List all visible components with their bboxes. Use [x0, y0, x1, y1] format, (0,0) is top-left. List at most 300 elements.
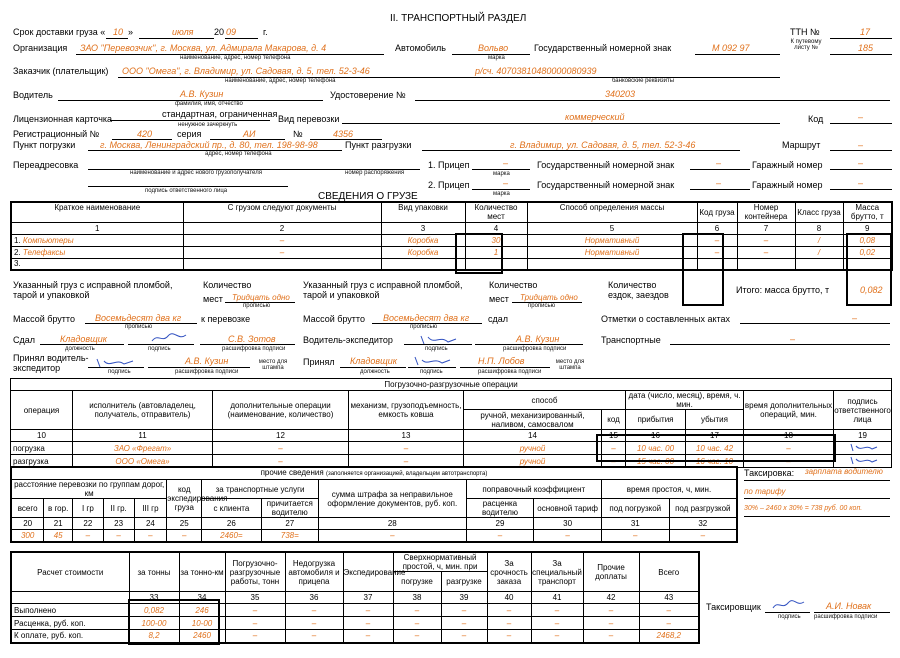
cargo-header-row	[11, 202, 892, 222]
cargo-h-container: Номер контейнера	[737, 202, 795, 222]
cargo-code: –	[697, 246, 737, 258]
code-value: –	[858, 112, 864, 122]
col-num: 27	[261, 518, 318, 530]
load-label: Пункт погрузки	[13, 140, 76, 150]
col-num: 3	[381, 222, 465, 234]
col-num: 41	[531, 592, 583, 604]
gos1-label: Государственный номерной знак	[537, 160, 675, 170]
table-row	[11, 234, 892, 246]
signature-op2-icon	[848, 455, 878, 465]
cargo-docs: –	[183, 246, 381, 258]
cargo-class: /	[795, 234, 843, 246]
mest-right: мест	[489, 294, 509, 304]
cargo-title: СВЕДЕНИЯ О ГРУЗЕ	[318, 191, 418, 202]
ops-h-code: код	[602, 410, 626, 430]
table-row	[11, 258, 892, 270]
table-row	[11, 246, 892, 258]
op-name: разгрузка	[11, 455, 73, 468]
fexp-name: А.В. Кузин	[516, 334, 560, 344]
reg-label: Регистрационный №	[13, 129, 100, 139]
calc-val: –	[583, 617, 639, 630]
unload-label: Пункт разгрузки	[345, 140, 412, 150]
calc-row-label: Выполнено	[11, 604, 129, 617]
org-hint: наименование, адрес, номер телефона	[180, 55, 291, 61]
delivery-quote: »	[128, 27, 134, 37]
other-val: –	[103, 530, 134, 542]
cargo-mass: 0,02	[843, 246, 892, 258]
cargo-docs: –	[183, 234, 381, 246]
calc-h-tkm: за тонно-км	[179, 552, 225, 592]
col-num: 1	[11, 222, 183, 234]
readdress-label: Переадресовка	[13, 160, 79, 170]
calc-val: –	[531, 630, 583, 643]
mass-right-label: Массой брутто	[303, 314, 365, 324]
cargo-table	[10, 201, 893, 271]
calc-val: –	[225, 617, 285, 630]
calc-h-underload: Недогрузка автомобиля и прицепа	[285, 552, 343, 592]
qty-highlight	[455, 233, 503, 274]
oh-rate: расценка водителю	[466, 499, 534, 518]
col-num: 20	[11, 518, 44, 530]
pos-hint: должность	[360, 369, 390, 375]
col-num: 9	[843, 222, 892, 234]
org-value: ЗАО "Перевозчик", г. Москва, ул. Адмирала Макарова, д. 4	[80, 43, 327, 53]
calc-h-idle-load: погрузке	[393, 572, 441, 592]
mest-left: мест	[203, 294, 223, 304]
col-num: 31	[601, 518, 669, 530]
acts-value: –	[852, 313, 858, 323]
trailer1-hint: марка	[493, 171, 510, 177]
garage1-value: –	[858, 158, 864, 168]
load-hint: адрес, номер телефона	[205, 151, 272, 157]
oh-tariff: основной тариф	[534, 499, 602, 518]
transport-value: –	[790, 334, 796, 344]
driver-hint: фамилия, имя, отчество	[175, 101, 243, 107]
oh-g3: III гр	[134, 499, 167, 518]
col-num: 17	[686, 430, 744, 442]
dec-hint: расшифровка подписи	[222, 346, 286, 352]
col-num: 30	[534, 518, 602, 530]
transport-type-value: коммерческий	[565, 112, 625, 122]
series-value: АИ	[243, 129, 256, 139]
op-code: –	[602, 442, 626, 455]
op-add: –	[213, 442, 349, 455]
pos-hint: должность	[65, 346, 95, 352]
calc-val: –	[487, 604, 531, 617]
row-num: 2.	[14, 247, 21, 257]
series-label: серия	[177, 129, 202, 139]
other-title-note: (заполняется организацией, владельцем автотранспорта)	[325, 471, 488, 477]
calc-val: –	[343, 617, 393, 630]
cargo-container: –	[737, 246, 795, 258]
calc-val: 246	[179, 604, 225, 617]
op-name: погрузка	[11, 442, 73, 455]
customer-value: ООО "Омега", г. Владимир, ул. Садовая, д. 5, тел. 52-3-46	[122, 66, 370, 76]
calc-val: –	[531, 617, 583, 630]
calc-val: –	[583, 630, 639, 643]
calc-row-label: Расценка, руб. коп.	[11, 617, 129, 630]
calc-val: 10-00	[179, 617, 225, 630]
col-num: 29	[466, 518, 534, 530]
calc-h-urgent: За срочность заказа	[487, 552, 531, 592]
taxator-name: А.И. Новак	[826, 601, 872, 611]
oh-idle: время простоя, ч, мин.	[601, 480, 737, 499]
other-table	[10, 466, 738, 543]
oh-client: с клиента	[202, 499, 261, 518]
col-num: 6	[697, 222, 737, 234]
cert-value: 340203	[605, 89, 636, 99]
gos2-value: –	[716, 178, 722, 188]
order-hint: номер распоряжения	[345, 170, 405, 176]
mass-right-hint: прописью	[410, 324, 438, 330]
number-label: №	[293, 129, 303, 139]
op-mech: –	[349, 442, 464, 455]
trips-label: Количество ездок, заездов	[608, 280, 669, 300]
trailer1-label: 1. Прицеп	[428, 160, 470, 170]
calc-h-exp: Экспедирование	[343, 552, 393, 592]
ops-h-extra: время дополнительных операций, мин.	[744, 391, 834, 430]
mass-highlight	[846, 233, 892, 306]
sig-hint: подпись	[425, 346, 448, 352]
driver-value: А.В. Кузин	[180, 89, 224, 99]
oh-coef: поправочный коэффициент	[466, 480, 601, 499]
total-value: 0,082	[860, 285, 883, 295]
tax-line2: по тарифу	[744, 487, 786, 496]
calc-val: –	[487, 630, 531, 643]
calc-val: –	[531, 604, 583, 617]
recv-name: Н.П. Лобов	[478, 356, 525, 366]
col-num: 43	[639, 592, 699, 604]
delivery-year: 09	[226, 27, 237, 37]
calc-val: –	[487, 617, 531, 630]
putevoy-number: 185	[858, 43, 874, 53]
ops-h-op: операция	[11, 391, 73, 430]
cargo-h-mass: Масса брутто, т	[843, 202, 892, 222]
dec-hint: расшифровка подписи	[503, 346, 567, 352]
col-num: 24	[134, 518, 167, 530]
unload-value: г. Владимир, ул. Садовая, д. 5, тел. 52-3-46	[510, 140, 696, 150]
cargo-code: –	[697, 234, 737, 246]
col-num: 11	[73, 430, 213, 442]
ops-h-way: способ	[464, 391, 626, 410]
calc-val: –	[225, 604, 285, 617]
license-hint: ненужное зачеркнуть	[178, 122, 238, 128]
calc-val: –	[285, 617, 343, 630]
cargo-pack: Коробка	[381, 234, 465, 246]
col-num: 36	[285, 592, 343, 604]
op-exec: ЗАО «Фрегат»	[73, 442, 213, 455]
ops-h-manual: ручной, механизированный, наливом, самосвалом	[464, 410, 602, 430]
oh-services: за транспортные услуги	[202, 480, 319, 499]
putevoy-label: К путевому листу №	[790, 39, 822, 51]
recv-position: Кладовщик	[350, 356, 397, 366]
col-num: 26	[202, 518, 261, 530]
sig-hint: подпись	[108, 369, 131, 375]
op-code: –	[602, 455, 626, 468]
other-val: –	[466, 530, 534, 542]
year-suffix: г.	[263, 27, 268, 37]
auto-value: Вольво	[478, 43, 509, 53]
total-label: Итого: масса брутто, т	[736, 285, 830, 295]
qty-left-label: Количество	[203, 280, 252, 290]
load-value: г. Москва, Ленинградский пр., д. 80, тел. 198-98-98	[100, 140, 318, 150]
cargo-qty: 30	[465, 234, 527, 246]
other-val: –	[134, 530, 167, 542]
license-label: Лицензионная карточка	[13, 114, 113, 124]
org-label: Организация	[13, 43, 68, 53]
calc-val: –	[393, 604, 441, 617]
seal-left: Указанный груз с исправной пломбой, тарой и упаковкой	[13, 280, 173, 300]
col-num: 32	[669, 518, 737, 530]
bank-hint: банковские реквизиты	[612, 78, 675, 84]
row-num: 3.	[11, 258, 183, 270]
table-row	[11, 617, 699, 630]
oh-load: под погрузкой	[601, 499, 669, 518]
op-depart: 16 час. 10	[686, 455, 744, 468]
calc-val: –	[285, 630, 343, 643]
col-num: 7	[737, 222, 795, 234]
calc-val: –	[393, 630, 441, 643]
gos1-value: –	[716, 158, 722, 168]
other-val: –	[534, 530, 602, 542]
cargo-pack: Коробка	[381, 246, 465, 258]
delivery-day: 10	[113, 27, 124, 37]
stamp-hint: место для штампа	[258, 359, 288, 371]
col-num: 8	[795, 222, 843, 234]
calc-h-tons: за тонны	[129, 552, 179, 592]
oh-driver: причитается водителю	[261, 499, 318, 518]
mass-right-value: Восемьдесят два кг	[383, 313, 470, 323]
col-num: 19	[834, 430, 892, 442]
fexp-label: Водитель-экспедитор	[303, 335, 393, 345]
op-arrive: 15 час. 00	[626, 455, 686, 468]
qty-right-label: Количество	[489, 280, 538, 290]
gos2-label: Государственный номерной знак	[537, 180, 675, 190]
auto-hint: марка	[488, 55, 505, 61]
col-num: 15	[602, 430, 626, 442]
took-name: А.В. Кузин	[185, 356, 229, 366]
calc-h-total: Всего	[639, 552, 699, 592]
gave-name: С.В. Зотов	[228, 334, 276, 344]
op-way: ручной	[464, 455, 602, 468]
signature-gave-icon	[150, 331, 190, 345]
col-num: 5	[527, 222, 697, 234]
cargo-h-class: Класс груза	[795, 202, 843, 222]
calc-h-label: Расчет стоимости	[11, 552, 129, 592]
col-num: 42	[583, 592, 639, 604]
cargo-mass: 0,08	[843, 234, 892, 246]
col-num: 21	[44, 518, 73, 530]
taxator-label: Таксировщик	[706, 602, 761, 612]
oh-distance: расстояние перевозки по группам дорог, км	[11, 480, 167, 499]
number-value: 4356	[333, 129, 354, 139]
table-row	[11, 630, 699, 643]
route-value: –	[858, 140, 864, 150]
signature-recv-icon	[412, 354, 452, 368]
calc-row-label: К оплате, руб. коп.	[11, 630, 129, 643]
acts-label: Отметки о составленных актах	[601, 314, 731, 324]
calc-val: 2460	[179, 630, 225, 643]
col-num: 10	[11, 430, 73, 442]
ops-h-date: дата (число, месяц), время, ч. мин.	[626, 391, 744, 410]
col-num: 18	[744, 430, 834, 442]
trailer2-value: –	[503, 178, 509, 188]
cargo-name: Телефаксы	[22, 247, 66, 257]
delivery-month: июля	[172, 27, 194, 37]
calc-h-idle-unload: разгрузке	[441, 572, 487, 592]
calc-table	[10, 551, 700, 644]
customer-hint: наименование, адрес, номер телефона	[225, 78, 336, 84]
cargo-method: Нормативный	[527, 246, 697, 258]
calc-h-special: За специальный транспорт	[531, 552, 583, 592]
op-way: ручной	[464, 442, 602, 455]
dec-hint: расшифровка подписи	[175, 369, 239, 375]
col-num: 16	[626, 430, 686, 442]
other-val: –	[167, 530, 202, 542]
calc-h-load: Погрузочно-разгрузочные работы, тонн	[225, 552, 285, 592]
stamp-hint: место для штампа	[555, 359, 585, 371]
qty-right-value: Тридцать одно	[520, 293, 578, 302]
col-num: 2	[183, 222, 381, 234]
other-val: 2460=	[202, 530, 261, 542]
oh-total: всего	[11, 499, 44, 518]
delivery-label: Срок доставки груза «	[13, 27, 106, 37]
bank-value: р/сч. 40703810480000080939	[475, 66, 597, 76]
cargo-container: –	[737, 234, 795, 246]
transport-label: Транспортные	[601, 335, 661, 345]
calc-val: 0,082	[129, 604, 179, 617]
oh-fine: сумма штрафа за неправильное оформление документов, руб. коп.	[319, 480, 467, 518]
cargo-class: /	[795, 246, 843, 258]
calc-val: –	[343, 604, 393, 617]
oh-g1: I гр	[73, 499, 104, 518]
sig-hint: подпись	[420, 369, 443, 375]
other-val: –	[601, 530, 669, 542]
sig-hint: подпись	[148, 346, 171, 352]
op-arrive: 10 час. 00	[626, 442, 686, 455]
col-num: 37	[343, 592, 393, 604]
transport-type-label: Вид перевозки	[278, 114, 340, 124]
dec-hint: расшифровка подписи	[478, 369, 542, 375]
cargo-h-name: Краткое наименование	[11, 202, 183, 222]
readdress-hint: наименование и адрес нового грузополучателя	[130, 170, 262, 176]
col-num: 4	[465, 222, 527, 234]
garage1-label: Гаражный номер	[752, 160, 823, 170]
tax-line1: зарплата водителю	[805, 467, 883, 476]
calc-val: 2468,2	[639, 630, 699, 643]
calc-val: –	[441, 630, 487, 643]
taxator-sig-hint: подпись	[778, 614, 801, 620]
code-highlight	[682, 233, 724, 306]
ops-h-depart: убытия	[686, 410, 744, 430]
code-label: Код	[808, 114, 824, 124]
sdal-label: сдал	[488, 314, 509, 324]
cargo-h-code: Код груза	[697, 202, 737, 222]
mass-left-label: Массой брутто	[13, 314, 75, 324]
trailer2-hint: марка	[493, 191, 510, 197]
recv-label: Принял	[303, 357, 335, 367]
table-row	[11, 530, 737, 542]
gave-position: Кладовщик	[60, 334, 107, 344]
signature-taxator-icon	[770, 598, 806, 612]
garage2-label: Гаражный номер	[752, 180, 823, 190]
garage2-value: –	[858, 178, 864, 188]
op-depart: 10 час. 42	[686, 442, 744, 455]
ops-time-highlight	[596, 434, 836, 462]
calc-val: –	[393, 617, 441, 630]
calc-h-other: Прочие доплаты	[583, 552, 639, 592]
ops-h-mech: механизм, грузоподъемность, емкость ковша	[349, 391, 464, 430]
qty-left-value: Тридцать одно	[232, 293, 290, 302]
oh-g2: II гр.	[103, 499, 134, 518]
gave-label: Сдал	[13, 335, 36, 345]
op-extra: –	[744, 455, 834, 468]
oh-city: в гор.	[44, 499, 73, 518]
col-num: 34	[179, 592, 225, 604]
calc-val: –	[583, 604, 639, 617]
customer-label: Заказчик (плательщик)	[13, 66, 109, 76]
calc-highlight	[128, 599, 220, 645]
cargo-qty: 1	[465, 246, 527, 258]
calc-val: –	[225, 630, 285, 643]
op-mech: –	[349, 455, 464, 468]
qty-left-hint: прописью	[243, 303, 271, 309]
cargo-num-row	[11, 222, 892, 234]
cert-label: Удостоверение №	[330, 90, 406, 100]
col-num: 12	[213, 430, 349, 442]
ttn-number: 17	[860, 27, 871, 37]
took-label: Принял водитель-экспедитор	[13, 353, 89, 373]
tax-line3: 30% – 2460 х 30% = 738 руб. 00 коп.	[744, 505, 863, 512]
other-title: прочие сведения	[260, 468, 324, 477]
calc-val: –	[285, 604, 343, 617]
ttn-label: ТТН №	[790, 27, 820, 37]
col-num: 40	[487, 592, 531, 604]
table-row	[11, 604, 699, 617]
col-num: 23	[103, 518, 134, 530]
driver-label: Водитель	[13, 90, 53, 100]
ops-h-sign: подпись ответственного лица	[834, 391, 892, 430]
col-num: 28	[319, 518, 467, 530]
tax-label: Таксировка:	[744, 468, 795, 478]
calc-val: –	[639, 617, 699, 630]
trailer1-value: –	[503, 158, 509, 168]
cargo-h-docs: С грузом следуют документы	[183, 202, 381, 222]
calc-val: –	[441, 604, 487, 617]
route-label: Маршрут	[782, 140, 821, 150]
calc-val: 8,2	[129, 630, 179, 643]
calc-val: –	[343, 630, 393, 643]
mass-left-value: Восемьдесят два кг	[95, 313, 182, 323]
qty-right-hint: прописью	[528, 303, 556, 309]
cargo-h-pack: Вид упаковки	[381, 202, 465, 222]
col-num: 13	[349, 430, 464, 442]
calc-val: –	[441, 617, 487, 630]
mass-left-hint: прописью	[125, 324, 153, 330]
col-num: 14	[464, 430, 602, 442]
other-val: 45	[44, 530, 73, 542]
oh-exp-code: код экспедирования груза	[167, 480, 202, 518]
auto-label: Автомобиль	[395, 43, 446, 53]
other-val: 300	[11, 530, 44, 542]
ops-h-exec: исполнитель (автовладелец, получатель, отправитель)	[73, 391, 213, 430]
trailer2-label: 2. Прицеп	[428, 180, 470, 190]
other-val: –	[669, 530, 737, 542]
op-exec: ООО «Омега»	[73, 455, 213, 468]
gos-label: Государственный номерной знак	[534, 43, 672, 53]
other-val: –	[319, 530, 467, 542]
seal-right: Указанный груз с исправной пломбой, тарой и упаковкой	[303, 280, 463, 300]
